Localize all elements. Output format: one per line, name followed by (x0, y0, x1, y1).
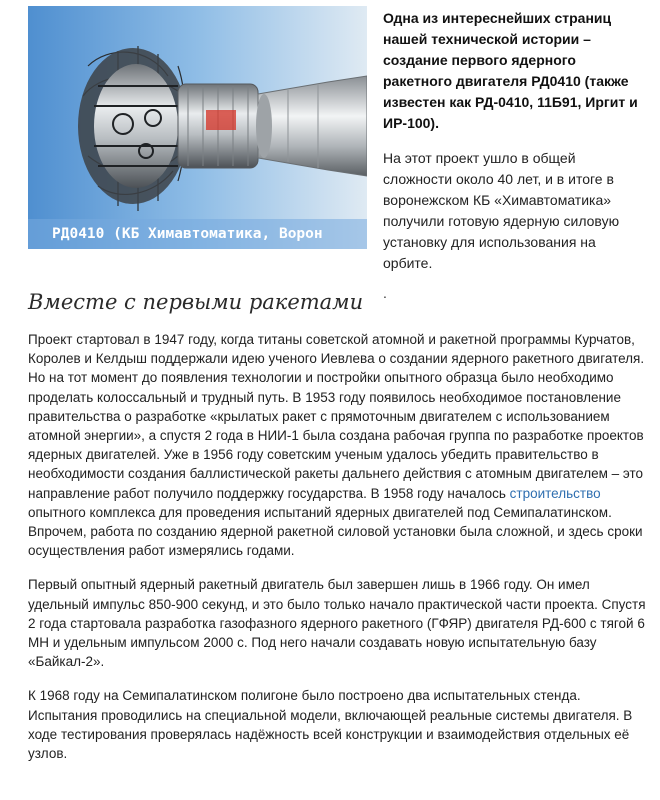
intro-paragraph: На этот проект ушло в общей сложности около 40 лет, и в итоге в воронежском КБ «Химавтоматика» получили готовую ядерную силовую установку для использования на орбите. (383, 150, 620, 271)
intro-section (28, 6, 648, 301)
article-body (28, 285, 646, 778)
intro-text (383, 8, 648, 300)
photo-caption: РД0410 (КБ Химавтоматика, Ворон (28, 219, 367, 249)
paragraph-1-text-before: Проект стартовал в 1947 году, когда титаны советской атомной и ракетной программы Курчатов, Королев и Келдыш поддержали идею ученого Иевлева о создании ядерного ракетного двигателя. Но на тот момент до появления технологии и постройки опытного образца было необходимо проделать колоссальный и трудный путь. В 1953 году появилось необходимое постановление правительства о разработке «крылатых ракет с прямоточным двигателем с использованием атомной энергии», а спустя 2 года в НИИ-1 была создана рабочая группа по разработке проектов ядерных двигателей. Уже в 1956 году советским ученым удалось убедить правительство в необходимости создания баллистической ракеты дальнего действия с атомным двигателем – это направление работ получило поддержку государства. В 1958 году началось (28, 332, 645, 501)
engine-illustration (28, 6, 367, 249)
paragraph-2: Первый опытный ядерный ракетный двигатель был завершен лишь в 1966 году. Он имел удельный импульс 850-900 секунд, и это было только начало практической части проекта. Спустя 2 года стартовала разработка газофазного ядерного ракетного (ГФЯР) двигателя РД-600 с тягой 6 МН и удельным импульсом 2000 с. Под него начали создавать новую испытательную базу «Байкал-2». (28, 577, 646, 670)
paragraph-1-text-after: опытного комплекса для проведения испытаний ядерных двигателей под Семипалатинском. Впрочем, работа по созданию ядерной ракетной силовой установки была сложной, и здесь сроки осуществления работ измерялись годами. (28, 504, 643, 559)
construction-link[interactable]: строительство (509, 485, 601, 501)
engine-photo (28, 6, 367, 249)
section-heading: Вместе с первыми ракетами (28, 290, 364, 314)
paragraph-1 (28, 330, 646, 560)
paragraph-3: К 1968 году на Семипалатинском полигоне было построено два испытательных стенда. Испытания проводились на специальной модели, включающей реальные системы двигателя. В ходе тестирования проверялась надёжность всей конструкции и взаимодействия отдельных её узлов. (28, 688, 633, 762)
lead-paragraph: Одна из интереснейших страниц нашей технической истории – создание первого ядерного ракетного двигателя РД0410 (также известен как РД-0410, 11Б91, Иргит и ИР-100). (383, 10, 638, 131)
separator-dot: . (383, 285, 387, 301)
